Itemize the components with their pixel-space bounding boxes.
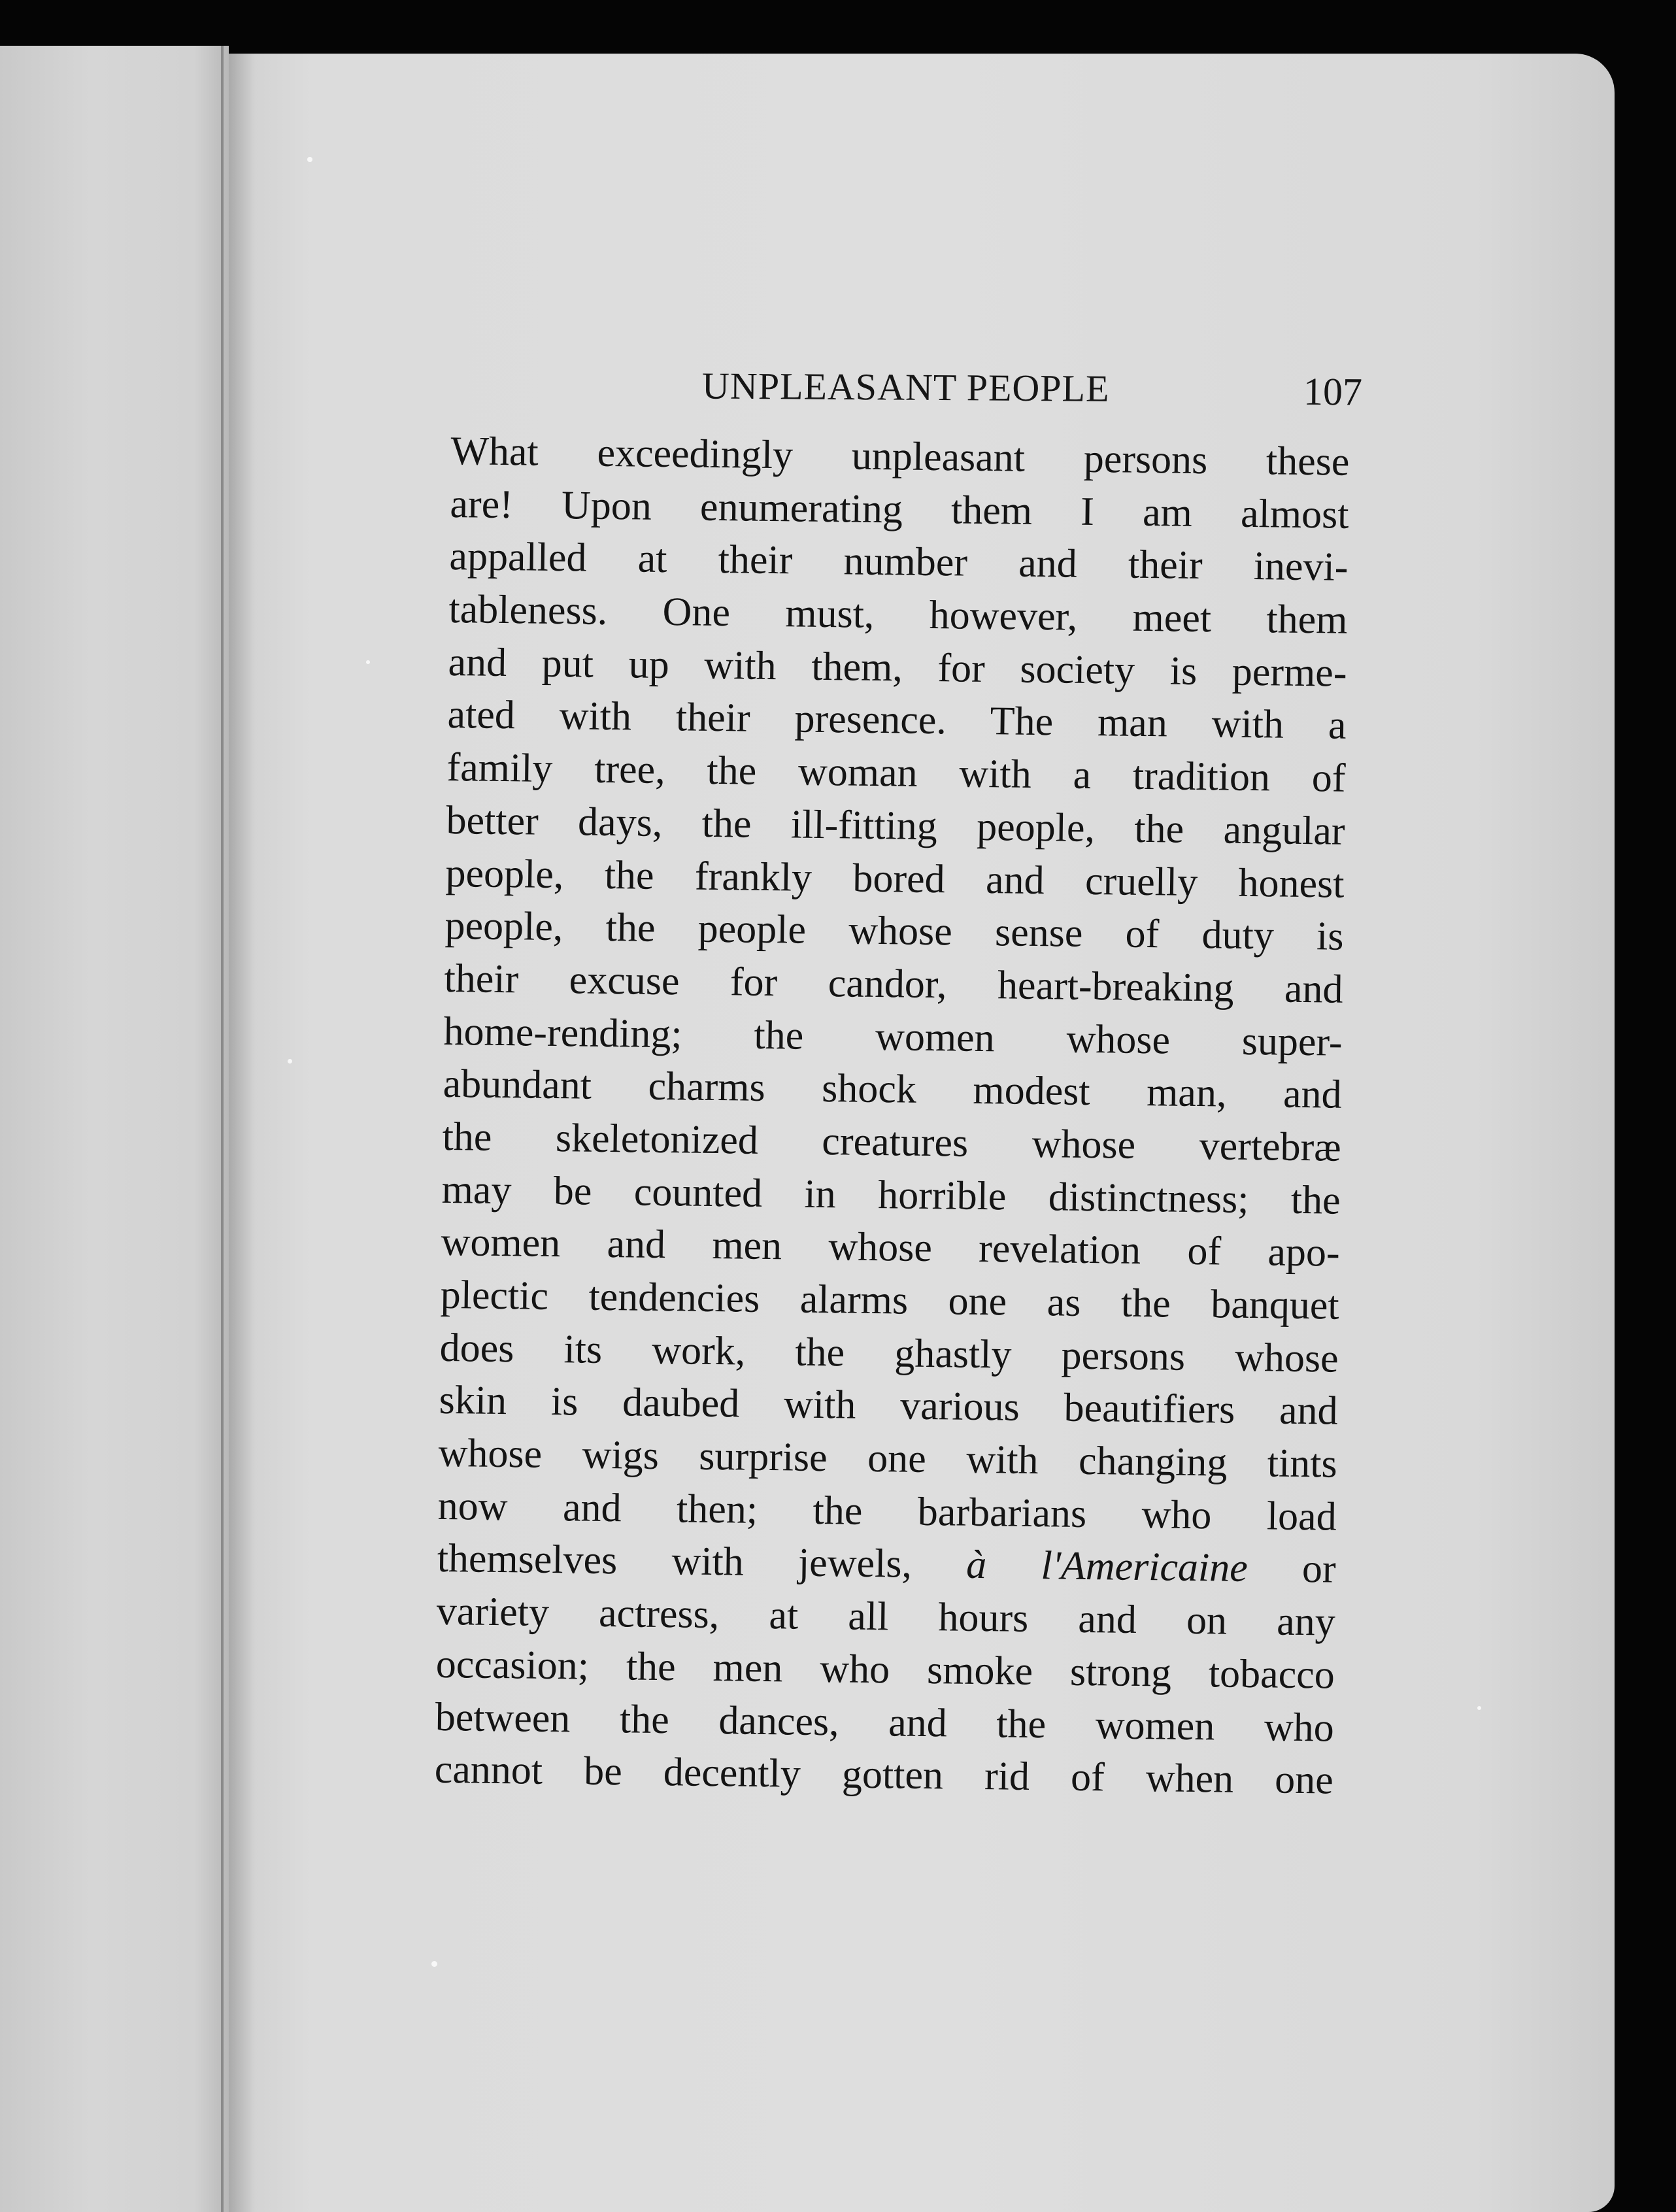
text-line: ated with their presence. The man with a: [447, 692, 1347, 748]
text-line: cannot be decently gotten rid of when one: [434, 1747, 1334, 1803]
text-line: family tree, the woman with a tradition of: [446, 745, 1346, 801]
text-line: women and men whose revelation of apo-: [441, 1220, 1341, 1276]
text-line: whose wigs surprise one with changing tints: [438, 1430, 1338, 1486]
text-line: between the dances, and the women who: [435, 1694, 1335, 1751]
dust-speck: [366, 660, 370, 664]
text-line: skin is daubed with various beautifiers and: [439, 1378, 1339, 1434]
text-line: plectic tendencies alarms one as the banquet: [440, 1272, 1340, 1328]
running-header: [702, 363, 1363, 420]
text-line: the skeletonized creatures whose vertebræ: [442, 1114, 1342, 1170]
spine-shadow: [229, 54, 255, 2212]
page-gutter-line: [221, 46, 224, 2212]
left-page-edge: [0, 46, 229, 2212]
text-line: better days, the ill-fitting people, the angular: [446, 797, 1345, 854]
text-line: does its work, the ghastly persons whose: [439, 1325, 1339, 1381]
text-line: appalled at their number and their inevi-: [449, 534, 1349, 590]
text-line: and put up with them, for society is perme-: [448, 639, 1347, 695]
text-line: are! Upon enumerating them I am almost: [450, 481, 1349, 537]
page-number: 107: [1303, 369, 1363, 414]
text-line: home-rending; the women whose super-: [443, 1009, 1343, 1065]
text-line: variety actress, at all hours and on any: [436, 1588, 1336, 1645]
text-line: abundant charms shock modest man, and: [443, 1062, 1342, 1117]
text-line: themselves with jewels, à l'Americaine or: [437, 1536, 1337, 1592]
text-line: What exceedingly unpleasant persons these: [450, 428, 1350, 484]
text-line: now and then; the barbarians who load: [437, 1483, 1337, 1539]
dust-speck: [431, 1961, 437, 1967]
text-line: tableness. One must, however, meet them: [448, 587, 1348, 643]
body-paragraph: [434, 425, 1350, 1807]
text-line: their excuse for candor, heart-breaking and: [444, 956, 1343, 1012]
dust-speck: [288, 1059, 292, 1064]
text-line: people, the people whose sense of duty is: [444, 903, 1344, 959]
dust-speck: [1477, 1706, 1481, 1710]
text-line: may be counted in horrible distinctness; the: [441, 1167, 1341, 1223]
text-line: people, the frankly bored and cruelly honest: [445, 850, 1345, 907]
dust-speck: [307, 157, 312, 162]
running-head-title: UNPLEASANT PEOPLE: [701, 364, 1110, 410]
text-line: occasion; the men who smoke strong tobacco: [435, 1641, 1335, 1698]
